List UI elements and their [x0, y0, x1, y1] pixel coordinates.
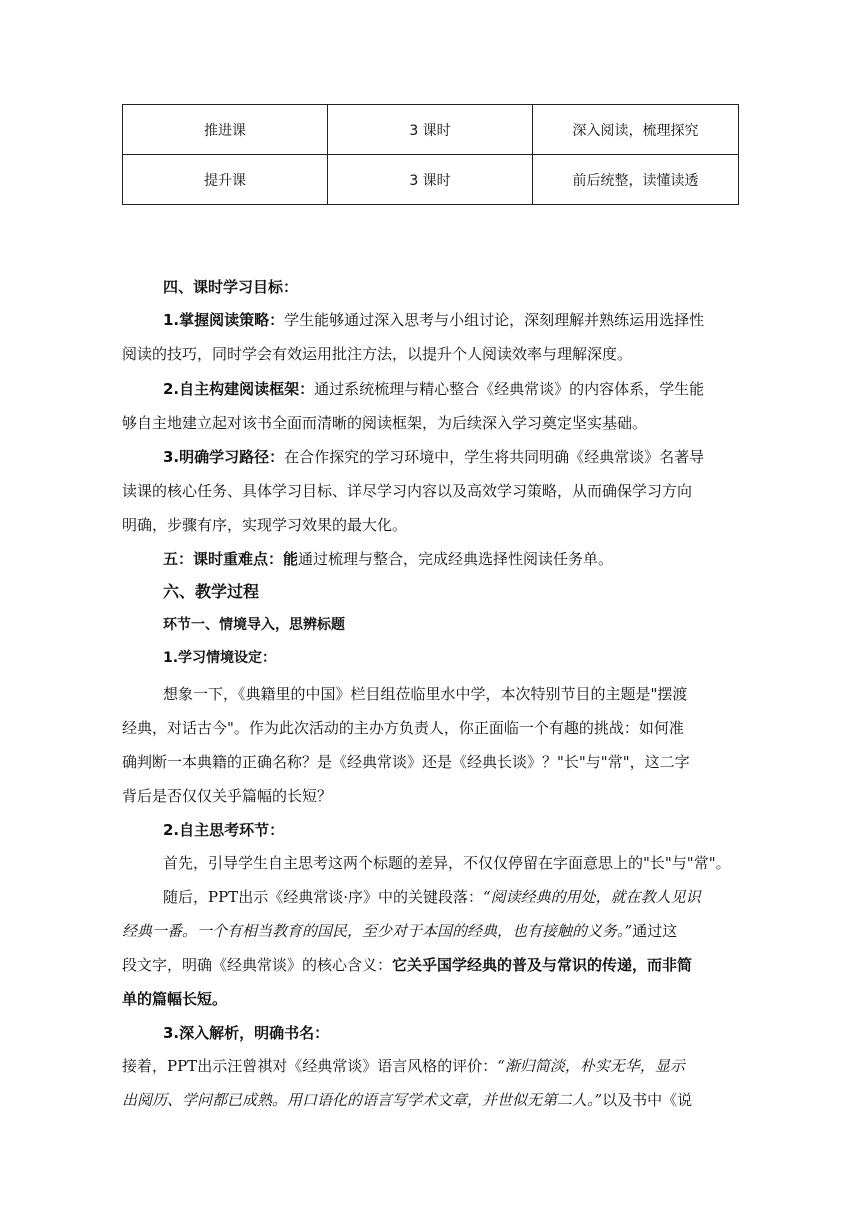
section-4-heading: 四、课时学习目标：: [163, 278, 299, 296]
table-row: [123, 155, 739, 205]
paragraph-3-text-a: 随后，PPT出示《经典常谈·序》中的关键段落：: [163, 888, 483, 906]
quote-preface-part-1: “阅读经典的用处，就在教人见识: [482, 888, 701, 906]
goal-3-title: 3.明确学习路径：: [163, 448, 285, 466]
goal-2-line-1: [163, 379, 738, 399]
paragraph-3-line-1: [163, 887, 738, 907]
paragraph-3-bold-part-1: 它关乎国学经典的普及与常识的传递，而非简: [392, 956, 693, 974]
paragraph-1-line-3: 确判断一本典籍的正确名称？是《经典常谈》还是《经典长谈》？"长"与"常"，这二字: [122, 753, 690, 771]
table-row: [123, 105, 739, 155]
goal-3-line-2: 读课的核心任务、具体学习目标、详尽学习内容以及高效学习策略，从而确保学习方向: [122, 482, 693, 500]
table-cell-desc: 深入阅读，梳理探究: [533, 105, 739, 155]
table-cell-desc: 前后统整，读懂读透: [533, 155, 739, 205]
goal-2-line-2: 够自主地建立起对该书全面而清晰的阅读框架，为后续深入学习奠定坚实基础。: [122, 414, 648, 432]
paragraph-4-text-b: 以及书中《说: [602, 1091, 693, 1109]
paragraph-3-text-b: 通过这: [632, 922, 678, 940]
section-5-heading: 五：课时重难点：: [163, 550, 284, 568]
lesson-schedule-table: [122, 104, 739, 205]
section-6-heading: 六、教学过程: [163, 582, 260, 601]
section-5-text: 通过梳理与整合，完成经典选择性阅读任务单。: [298, 550, 614, 568]
goal-1-line-1: [163, 310, 738, 330]
sub-heading-3: 3.深入解析，明确书名：: [163, 1024, 330, 1042]
section-5-line: [163, 549, 738, 569]
paragraph-4-line-1: [122, 1056, 738, 1076]
goal-1-title: 1.掌握阅读策略：: [163, 311, 285, 329]
paragraph-1-line-4: 背后是否仅仅关乎篇幅的长短？: [122, 787, 333, 805]
goal-3-line-3: 明确，步骤有序，实现学习效果的最大化。: [122, 516, 408, 534]
paragraph-1-line-1: 想象一下，《典籍里的中国》栏目组莅临里水中学，本次特别节目的主题是"摆渡: [163, 685, 688, 703]
goal-3-line-1: [163, 447, 738, 467]
sub-heading-1: 1.学习情境设定：: [163, 650, 277, 666]
goal-1-line-2: 阅读的技巧，同时学会有效运用批注方法，以提升个人阅读效率与理解深度。: [122, 345, 633, 363]
quote-wang-part-1: “渐归简淡，朴实无华，显示: [497, 1057, 685, 1075]
table-cell-hours: 3 课时: [328, 105, 533, 155]
quote-preface-part-2: 经典一番。一个有相当教育的国民，至少对于本国的经典，也有接触的义务。”: [122, 922, 633, 940]
quote-wang-part-2: 出阅历、学问都已成熟。用口语化的语言写学术文章，并世似无第二人。”: [122, 1091, 603, 1109]
sub-heading-2: 2.自主思考环节：: [163, 821, 285, 839]
goal-2-text: 通过系统梳理与精心整合《经典常谈》的内容体系，学生能: [314, 380, 705, 398]
table-cell-hours: 3 课时: [328, 155, 533, 205]
paragraph-3-line-2: [122, 921, 738, 941]
goal-3-text: 在合作探究的学习环境中，学生将共同明确《经典常谈》名著导: [284, 448, 705, 466]
table-cell-type: 提升课: [123, 155, 328, 205]
section-5-bold-lead: 能: [283, 550, 299, 568]
paragraph-4-line-2: [122, 1090, 738, 1110]
paragraph-4-text-a: 接着，PPT出示汪曾祺对《经典常谈》语言风格的评价：: [122, 1057, 498, 1075]
table-cell-type: 推进课: [123, 105, 328, 155]
paragraph-1-line-2: 经典，对话古今"。作为此次活动的主办方负责人，你正面临一个有趣的挑战：如何准: [122, 719, 684, 737]
goal-1-text: 学生能够通过深入思考与小组讨论，深刻理解并熟练运用选择性: [284, 311, 705, 329]
paragraph-3-text-c: 段文字，明确《经典常谈》的核心含义：: [122, 956, 393, 974]
paragraph-2-line-1: 首先，引导学生自主思考这两个标题的差异，不仅仅停留在字面意思上的"长"与"常"。: [163, 854, 731, 872]
paragraph-3-bold-part-2: 单的篇幅长短。: [122, 990, 228, 1008]
step-1-heading: 环节一、情境导入，思辨标题: [163, 617, 345, 633]
paragraph-3-line-3: [122, 955, 738, 975]
goal-2-title: 2.自主构建阅读框架：: [163, 380, 315, 398]
